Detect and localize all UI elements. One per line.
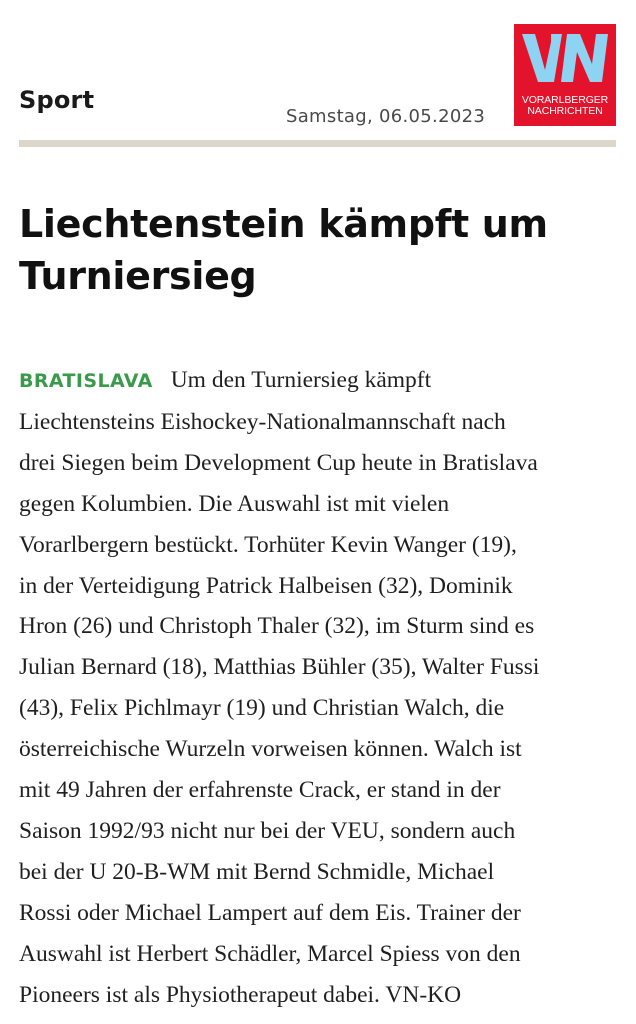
headline-line-2: Turniersieg xyxy=(19,254,257,298)
body-line: Liechtensteins Eishockey-Nationalmannschaft nach xyxy=(19,408,506,435)
vn-logo-mark xyxy=(514,24,616,94)
logo-line-1: VORARLBERGER xyxy=(521,94,609,106)
body-line: Auswahl ist Herbert Schädler, Marcel Spiess von den xyxy=(19,940,521,967)
body-line: Vorarlbergern bestückt. Torhüter Kevin Wanger (19), xyxy=(19,531,517,558)
logo-line-2: NACHRICHTEN xyxy=(527,105,603,117)
body-line: drei Siegen beim Development Cup heute in Bratislava xyxy=(19,449,538,476)
body-line: Julian Bernard (18), Matthias Bühler (35), Walter Fussi xyxy=(19,654,540,681)
article-body xyxy=(19,360,625,1016)
article-headline xyxy=(19,198,619,302)
body-line: bei der U 20-B-WM mit Bernd Schmidle, Michael xyxy=(19,858,495,885)
body-line: (43), Felix Pichlmayr (19) und Christian Walch, die xyxy=(19,695,505,722)
body-line: mit 49 Jahren der erfahrenste Crack, er stand in der xyxy=(19,777,501,804)
body-line: gegen Kolumbien. Die Auswahl ist mit vielen xyxy=(19,490,450,517)
body-line: Saison 1992/93 nicht nur bei der VEU, sondern auch xyxy=(19,817,516,844)
publication-date: Samstag, 06.05.2023 xyxy=(286,106,486,127)
body-line: in der Verteidigung Patrick Halbeisen (32), Dominik xyxy=(19,572,513,599)
dateline: BRATISLAVA xyxy=(19,370,153,392)
body-line: Hron (26) und Christoph Thaler (32), im Sturm sind es xyxy=(19,613,535,640)
headline-line-1: Liechtenstein kämpft um xyxy=(19,202,548,246)
header-divider xyxy=(19,140,616,147)
body-line xyxy=(19,360,625,402)
body-line: österreichische Wurzeln vorweisen können. Walch ist xyxy=(19,736,522,763)
section-label: Sport xyxy=(19,86,95,114)
body-line: Pioneers ist als Physiotherapeut dabei. VN-KO xyxy=(19,981,462,1008)
body-line-text: Um den Turniersieg kämpft xyxy=(170,367,432,393)
vn-logo xyxy=(514,24,616,126)
body-line: Rossi oder Michael Lampert auf dem Eis. Trainer der xyxy=(19,899,521,926)
